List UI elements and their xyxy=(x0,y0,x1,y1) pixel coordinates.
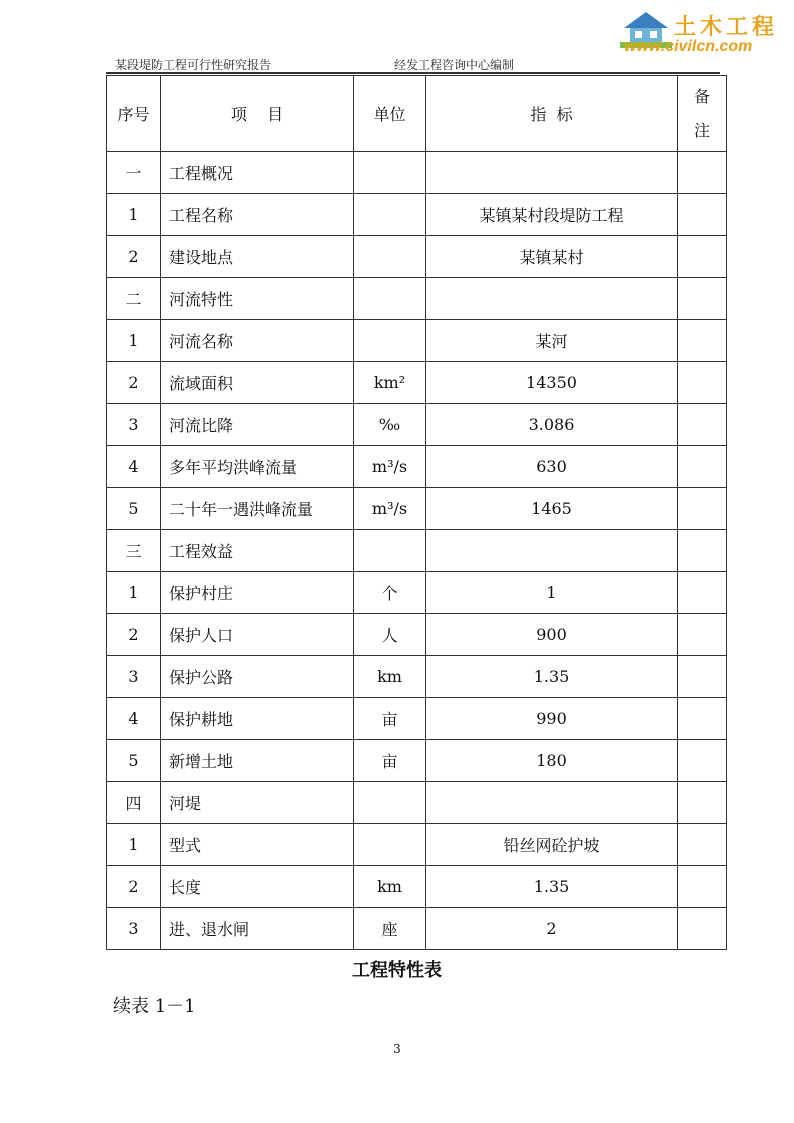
row-value-cell: 14350 xyxy=(426,362,678,404)
row-unit-cell xyxy=(354,236,426,278)
row-no-cell: 二 xyxy=(107,278,161,320)
row-value-cell: 1 xyxy=(426,572,678,614)
row-unit-cell xyxy=(354,194,426,236)
table-row xyxy=(107,866,727,908)
row-value-cell xyxy=(426,152,678,194)
row-note-cell xyxy=(678,194,727,236)
row-unit-cell: 亩 xyxy=(354,740,426,782)
table-caption: 工程特性表 xyxy=(352,960,442,981)
header-value-label: 指 标 xyxy=(530,105,573,124)
row-no-cell: 2 xyxy=(107,866,161,908)
table-row xyxy=(107,404,727,446)
row-note-cell xyxy=(678,656,727,698)
table-row xyxy=(107,320,727,362)
header-rule xyxy=(106,72,720,74)
row-no-cell: 2 xyxy=(107,362,161,404)
row-item-cell: 流域面积 xyxy=(161,362,354,404)
table-row xyxy=(107,362,727,404)
header-note xyxy=(678,76,727,152)
row-value-cell: 某镇某村 xyxy=(426,236,678,278)
table-row xyxy=(107,236,727,278)
table-row xyxy=(107,152,727,194)
row-note-cell xyxy=(678,824,727,866)
row-unit-cell: 人 xyxy=(354,614,426,656)
row-no-cell: 一 xyxy=(107,152,161,194)
row-item-cell: 河流特性 xyxy=(161,278,354,320)
row-item-cell: 保护公路 xyxy=(161,656,354,698)
row-item-cell: 河流名称 xyxy=(161,320,354,362)
row-no-cell: 4 xyxy=(107,446,161,488)
row-note-cell xyxy=(678,740,727,782)
page-number: 3 xyxy=(393,1042,401,1056)
header-note-top: 备 xyxy=(693,86,710,106)
row-no-cell: 1 xyxy=(107,320,161,362)
row-unit-cell: 个 xyxy=(354,572,426,614)
table-row xyxy=(107,614,727,656)
row-unit-cell xyxy=(354,152,426,194)
row-note-cell xyxy=(678,236,727,278)
row-value-cell: 铅丝网砼护坡 xyxy=(426,824,678,866)
row-no-cell: 四 xyxy=(107,782,161,824)
row-item-cell: 工程效益 xyxy=(161,530,354,572)
row-no-cell: 3 xyxy=(107,656,161,698)
row-unit-cell: ‰ xyxy=(354,404,426,446)
row-note-cell xyxy=(678,152,727,194)
row-note-cell xyxy=(678,866,727,908)
row-unit-cell xyxy=(354,782,426,824)
row-value-cell xyxy=(426,530,678,572)
row-unit-cell: m³/s xyxy=(354,488,426,530)
table-row xyxy=(107,740,727,782)
row-item-cell: 工程概况 xyxy=(161,152,354,194)
row-unit-cell xyxy=(354,320,426,362)
row-value-cell: 180 xyxy=(426,740,678,782)
table-row xyxy=(107,194,727,236)
row-no-cell: 2 xyxy=(107,614,161,656)
row-unit-cell xyxy=(354,278,426,320)
row-no-cell: 5 xyxy=(107,488,161,530)
row-value-cell: 990 xyxy=(426,698,678,740)
row-note-cell xyxy=(678,446,727,488)
row-item-cell: 新增土地 xyxy=(161,740,354,782)
row-item-cell: 进、退水闸 xyxy=(161,908,354,950)
logo-url: www.civilcn.com xyxy=(624,38,753,55)
header-unit: 单位 xyxy=(354,76,426,152)
row-note-cell xyxy=(678,698,727,740)
running-header-publisher: 经发工程咨询中心编制 xyxy=(394,58,515,72)
row-item-cell: 保护耕地 xyxy=(161,698,354,740)
header-item-label: 项 目 xyxy=(230,105,284,124)
continued-label: 续表 1－1 xyxy=(113,996,196,1017)
row-item-cell: 型式 xyxy=(161,824,354,866)
row-no-cell: 三 xyxy=(107,530,161,572)
row-no-cell: 1 xyxy=(107,824,161,866)
table-row xyxy=(107,488,727,530)
row-no-cell: 3 xyxy=(107,908,161,950)
row-unit-cell xyxy=(354,530,426,572)
row-note-cell xyxy=(678,908,727,950)
row-value-cell xyxy=(426,782,678,824)
header-note-bottom: 注 xyxy=(693,120,710,140)
table-row xyxy=(107,824,727,866)
spec-table xyxy=(106,75,727,950)
row-unit-cell xyxy=(354,824,426,866)
table-row xyxy=(107,908,727,950)
row-item-cell: 二十年一遇洪峰流量 xyxy=(161,488,354,530)
header-no: 序号 xyxy=(107,76,161,152)
row-note-cell xyxy=(678,488,727,530)
header-value xyxy=(426,76,678,152)
row-no-cell: 4 xyxy=(107,698,161,740)
row-unit-cell: km xyxy=(354,866,426,908)
table-row xyxy=(107,656,727,698)
row-value-cell: 900 xyxy=(426,614,678,656)
row-note-cell xyxy=(678,278,727,320)
table-header-row xyxy=(107,76,727,152)
table-row xyxy=(107,530,727,572)
row-item-cell: 长度 xyxy=(161,866,354,908)
row-unit-cell: 座 xyxy=(354,908,426,950)
row-value-cell: 1465 xyxy=(426,488,678,530)
row-value-cell: 1.35 xyxy=(426,866,678,908)
row-note-cell xyxy=(678,320,727,362)
row-value-cell: 某河 xyxy=(426,320,678,362)
row-note-cell xyxy=(678,572,727,614)
row-value-cell: 2 xyxy=(426,908,678,950)
table-row xyxy=(107,278,727,320)
row-note-cell xyxy=(678,530,727,572)
table-row xyxy=(107,698,727,740)
logo-chinese-text: 土木工程 xyxy=(674,15,779,40)
row-item-cell: 多年平均洪峰流量 xyxy=(161,446,354,488)
row-value-cell xyxy=(426,278,678,320)
row-no-cell: 5 xyxy=(107,740,161,782)
row-note-cell xyxy=(678,782,727,824)
row-item-cell: 河堤 xyxy=(161,782,354,824)
row-note-cell xyxy=(678,614,727,656)
table-row xyxy=(107,446,727,488)
row-no-cell: 3 xyxy=(107,404,161,446)
table-row xyxy=(107,782,727,824)
row-unit-cell: m³/s xyxy=(354,446,426,488)
row-no-cell: 1 xyxy=(107,194,161,236)
row-unit-cell: km xyxy=(354,656,426,698)
row-unit-cell: 亩 xyxy=(354,698,426,740)
header-item xyxy=(161,76,354,152)
row-value-cell: 1.35 xyxy=(426,656,678,698)
row-no-cell: 1 xyxy=(107,572,161,614)
row-value-cell: 3.086 xyxy=(426,404,678,446)
table-row xyxy=(107,572,727,614)
row-unit-cell: km² xyxy=(354,362,426,404)
row-value-cell: 630 xyxy=(426,446,678,488)
row-item-cell: 工程名称 xyxy=(161,194,354,236)
row-item-cell: 建设地点 xyxy=(161,236,354,278)
row-note-cell xyxy=(678,362,727,404)
row-value-cell: 某镇某村段堤防工程 xyxy=(426,194,678,236)
row-no-cell: 2 xyxy=(107,236,161,278)
row-note-cell xyxy=(678,404,727,446)
row-item-cell: 保护人口 xyxy=(161,614,354,656)
site-logo xyxy=(618,8,780,58)
row-item-cell: 保护村庄 xyxy=(161,572,354,614)
running-header-title: 某段堤防工程可行性研究报告 xyxy=(115,58,272,72)
row-item-cell: 河流比降 xyxy=(161,404,354,446)
